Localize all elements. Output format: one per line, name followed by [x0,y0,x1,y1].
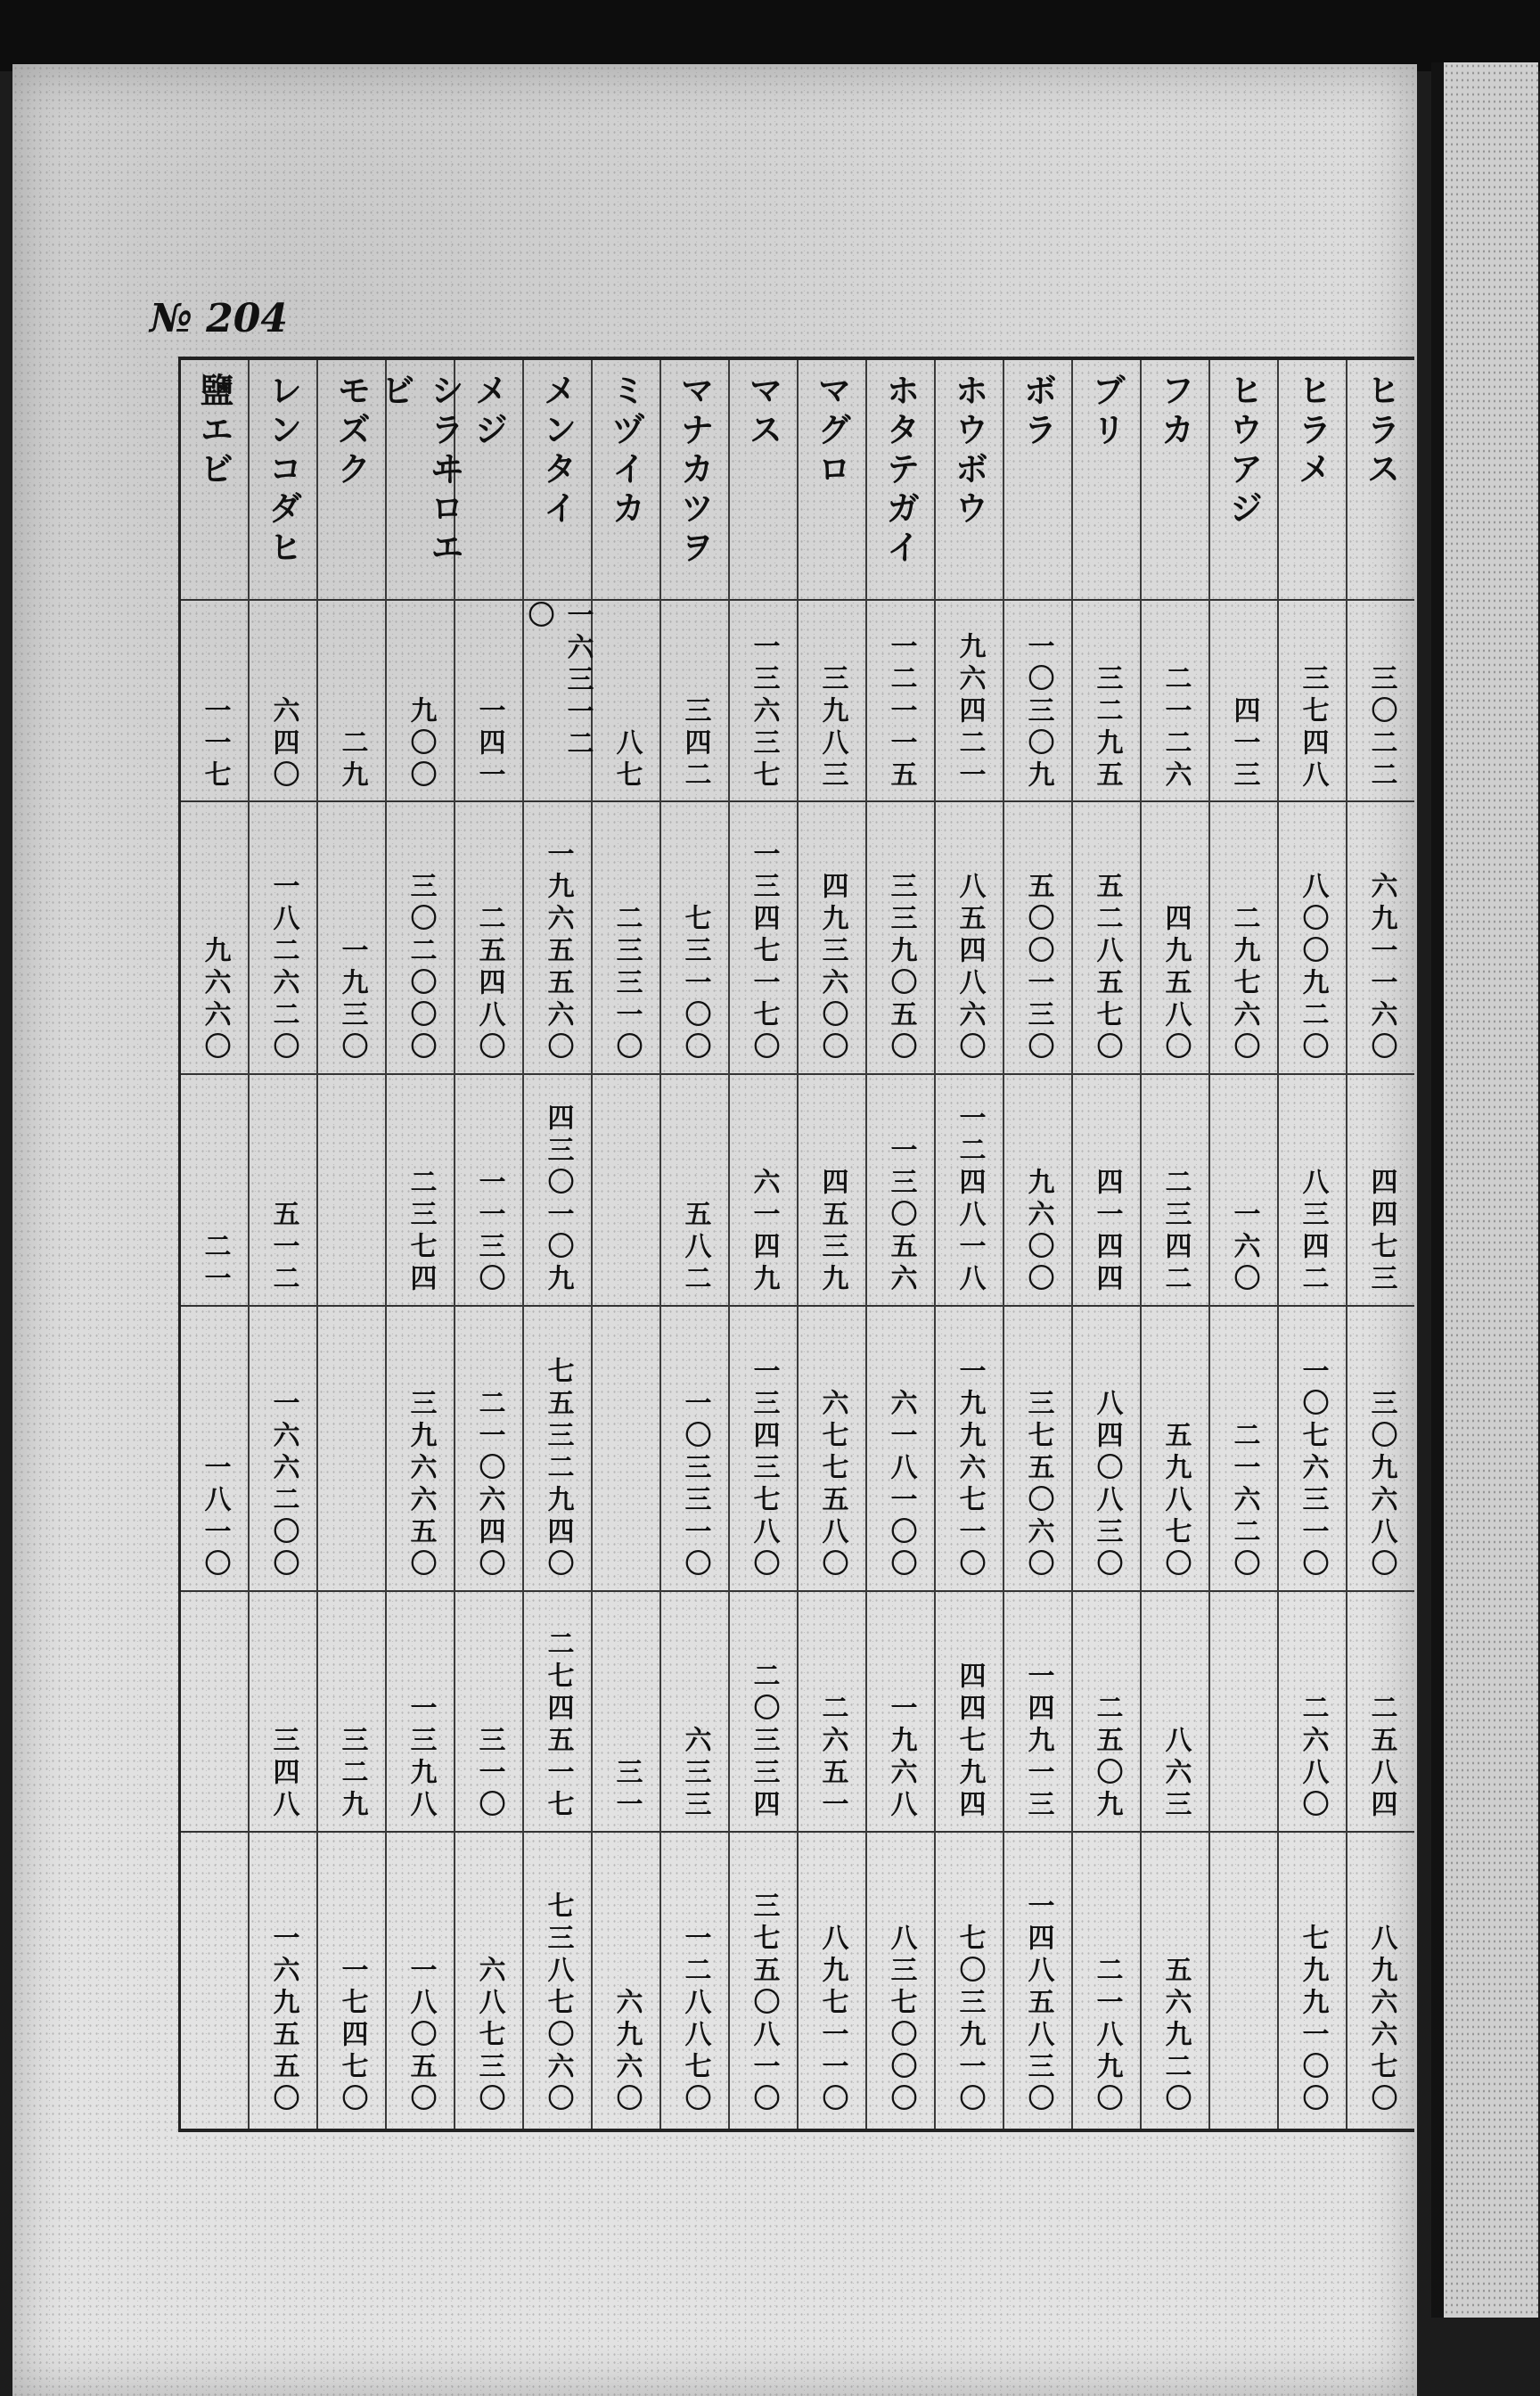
table-cell: 二一六二〇 [1228,1421,1260,1581]
table-cell: 二三四二 [1159,1168,1192,1296]
fish-name: マナカツヲ [675,373,714,569]
table-cell: 二七四五一七 [542,1629,574,1822]
table-cell: 六八七三〇 [473,1956,505,2116]
table-row [659,360,728,2129]
table-cell: 八四〇八三〇 [1091,1389,1123,1581]
table-row [1208,360,1277,2129]
table-cell: 一三六三七 [748,632,780,792]
table-row [934,360,1003,2129]
table-cell: 二〇三三四 [748,1662,780,1822]
table-cell: 九六〇〇 [1022,1168,1054,1296]
table-cell: 八六三 [1159,1726,1192,1822]
table-cell: 八三七〇〇〇 [885,1924,917,2116]
table-cell [318,1305,385,1590]
table-cell: 三一〇 [473,1726,505,1822]
table-cell: 三九六六五〇 [405,1389,437,1581]
fish-name: マス [743,373,782,451]
table-cell: 一六三一二〇 [522,601,594,761]
table-cell: 一三〇五六 [885,1136,917,1296]
table-cell: 二一二六 [1159,664,1192,792]
table-cell: 八九七一一〇 [816,1924,848,2116]
table-cell: 二五〇九 [1091,1694,1123,1822]
fish-name: ボラ [1018,373,1057,451]
table-cell: 一三九八 [405,1694,437,1822]
table-cell: 五九八七〇 [1159,1421,1192,1581]
table-row [248,360,316,2129]
table-cell [1210,1590,1277,1831]
fish-name: ヒラメ [1292,373,1331,490]
table-cell: 三〇二〇〇〇 [405,872,437,1064]
table-cell: 三三九〇五〇 [885,872,917,1064]
table-cell [181,1590,248,1831]
table-cell: 二六八〇 [1297,1694,1329,1822]
table-cell: 五二八五七〇 [1091,872,1123,1064]
table-cell: 一〇三〇九 [1022,632,1054,792]
table-cell: 三二九五 [1091,664,1123,792]
table-row [865,360,934,2129]
table-columns [181,360,1414,2129]
table-cell [318,1073,385,1305]
table-cell: 二一八九〇 [1091,1956,1123,2116]
table-row [1140,360,1208,2129]
fish-name: メジ [469,373,508,451]
table-cell: 一二四八一八 [954,1104,986,1296]
table-cell: 一六〇 [1228,1200,1260,1296]
table-cell: 四四七九四 [954,1662,986,1822]
table-cell [593,1073,659,1305]
table-cell: 九六六〇 [199,936,231,1064]
table-cell: 八三四二 [1297,1168,1329,1296]
table-cell: 四九五八〇 [1159,904,1192,1064]
table-cell: 一八一〇 [199,1453,231,1581]
table-cell: 一九三〇 [336,936,368,1064]
table-cell: 三〇二二 [1365,664,1397,792]
table-cell: 八五四八六〇 [954,872,986,1064]
table-cell: 六三三 [679,1726,711,1822]
table-cell: 三二九 [336,1726,368,1822]
table-cell: 一七四七〇 [336,1956,368,2116]
table-cell: 三七四八 [1297,664,1329,792]
table-row [316,360,385,2129]
table-cell: 六九六〇 [610,1988,643,2116]
fish-name: シラヰロエビ [375,373,464,569]
table-cell: 二五四八〇 [473,904,505,1064]
table-cell: 一四八五八三〇 [1022,1891,1054,2116]
table-cell: 六一八一〇〇 [885,1389,917,1581]
table-cell: 三七五〇八一〇 [748,1891,780,2116]
table-row [728,360,797,2129]
table-row [1003,360,1071,2129]
table-cell: 一〇三三一〇 [679,1389,711,1581]
table-row [454,360,522,2129]
table-cell: 一三四七一七〇 [748,840,780,1064]
table-row [591,360,659,2129]
table-cell: 七三一〇〇 [679,904,711,1064]
fish-name: メンタイ [537,373,577,529]
table-cell: 二三三一〇 [610,904,643,1064]
table-cell: 一一三〇 [473,1168,505,1296]
fish-name: フカ [1155,373,1194,451]
table-cell: 八九六六七〇 [1365,1924,1397,2116]
table-cell: 四一三 [1228,696,1260,792]
table-cell: 三七五〇六〇 [1022,1389,1054,1581]
table-cell: 三四二 [679,696,711,792]
table-cell: 二九七六〇 [1228,904,1260,1064]
table-cell: 一二八八七〇 [679,1924,711,2116]
table-row [1277,360,1346,2129]
fish-name: 鹽エビ [194,373,233,490]
table-cell: 三四八 [267,1726,299,1822]
table-cell: 七三八七〇六〇 [542,1891,574,2116]
table-cell: 一三四三七八〇 [748,1357,780,1581]
table-cell: 六七七五八〇 [816,1389,848,1581]
table-cell: 一六九五五〇 [267,1924,299,2116]
table-cell: 五〇〇一三〇 [1022,872,1054,1064]
table-cell [181,1831,248,2125]
table-cell: 三一 [610,1758,643,1822]
table-row [1346,360,1414,2129]
fish-name: ミヅイカ [606,373,645,529]
table-cell: 七九九一〇〇 [1297,1924,1329,2116]
table-cell: 二五八四 [1365,1694,1397,1822]
table-cell: 七〇三九一〇 [954,1924,986,2116]
scanner-border [0,0,1540,71]
table-cell: 五六九二〇 [1159,1956,1192,2116]
table-cell: 一六六二〇〇 [267,1389,299,1581]
table-cell: 一八〇五〇 [405,1956,437,2116]
table-row [522,360,594,2129]
table-cell: 一八二六二〇 [267,872,299,1064]
table-cell: 四五三九 [816,1168,848,1296]
fish-name: ヒラス [1361,373,1400,490]
table-cell: 六一四九 [748,1168,780,1296]
fish-name: マグロ [812,373,851,490]
table-cell: 二一 [199,1232,231,1296]
table-cell: 五八二 [679,1200,711,1296]
table-cell: 三〇九六八〇 [1365,1389,1397,1581]
table-cell: 一〇七六三一〇 [1297,1357,1329,1581]
table-cell: 一九六八 [885,1694,917,1822]
table-cell: 七五三二九四〇 [542,1357,574,1581]
table-row [1071,360,1140,2129]
adjacent-page-edge [1431,62,1538,2318]
table-cell: 二六五一 [816,1694,848,1822]
table-cell: 八七 [610,728,643,792]
table-cell: 三九八三 [816,664,848,792]
fish-catch-table [178,357,1414,2132]
table-cell: 二三七四 [405,1168,437,1296]
table-cell: 九〇〇 [405,696,437,792]
table-cell [1210,1831,1277,2125]
fish-name: ホタテガイ [881,373,920,569]
table-cell: 六九一一六〇 [1365,872,1397,1064]
table-cell: 四四七三 [1365,1168,1397,1296]
table-cell: 六四〇 [267,696,299,792]
fish-name: ブリ [1086,373,1126,451]
table-cell: 四三〇一〇九 [542,1104,574,1296]
table-cell: 二九 [336,728,368,792]
table-row [375,360,464,2129]
table-row [181,360,248,2129]
table-cell: 一九六五五六〇 [542,840,574,1064]
fish-name: ホウボウ [949,373,988,529]
fish-name: モズク [332,373,371,490]
table-cell: 五一二 [267,1200,299,1296]
table-cell: 八〇〇九二〇 [1297,872,1329,1064]
table-cell: 四一四四 [1091,1168,1123,1296]
page-number: № 204 [150,296,288,341]
table-cell: 四九三六〇〇 [816,872,848,1064]
table-cell: 二一〇六四〇 [473,1389,505,1581]
table-cell: 一四一 [473,696,505,792]
fish-name: ヒウアジ [1224,373,1263,529]
table-cell: 九六四二一 [954,632,986,792]
table-cell: 一二一一五 [885,632,917,792]
table-cell [593,1305,659,1590]
table-cell: 一一七 [199,696,231,792]
fish-name: レンコダヒ [263,373,302,569]
table-cell: 一九九六七一〇 [954,1357,986,1581]
table-row [797,360,865,2129]
table-cell: 一四九一三 [1022,1662,1054,1822]
